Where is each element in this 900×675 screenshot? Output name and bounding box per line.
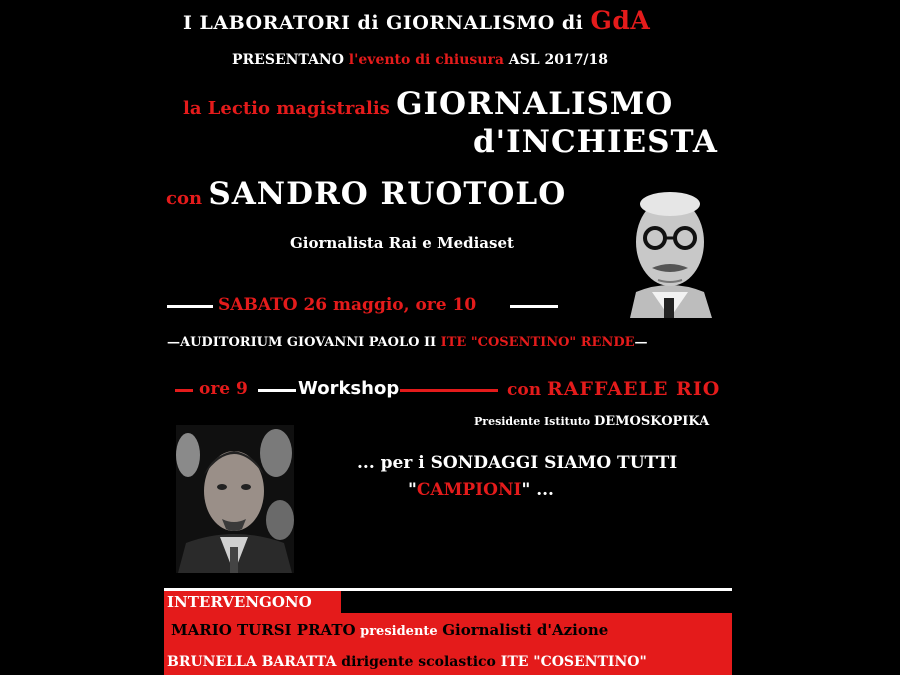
- tagline-quote-open: ": [408, 480, 417, 500]
- guest-role: Presidente Istituto: [474, 415, 594, 428]
- tagline-campioni: CAMPIONI: [416, 480, 522, 500]
- date-line-left: [167, 305, 213, 308]
- workshop-con: con: [507, 380, 547, 400]
- guest-role-line: [474, 410, 709, 429]
- organizer-text: I LABORATORI di GIORNALISMO di: [183, 12, 591, 34]
- workshop-label: Workshop: [298, 378, 400, 399]
- venue-dash-left: —: [167, 335, 180, 350]
- speaker-role: Giornalista Rai e Mediaset: [290, 234, 514, 252]
- event-date: SABATO 26 maggio, ore 10: [218, 295, 477, 315]
- intervento-org-1: Giornalisti d'Azione: [442, 621, 609, 639]
- gda-logo-text: GdA: [590, 6, 651, 35]
- intervento-name-2: BRUNELLA BARATTA: [167, 654, 337, 670]
- speaker-name: SANDRO RUOTOLO: [208, 176, 567, 212]
- intervento-role-1: presidente: [355, 624, 443, 639]
- workshop-line-c: [400, 389, 498, 392]
- workshop-guest: RAFFAELE RIO: [546, 378, 721, 400]
- lectio-title-2: d'INCHIESTA: [473, 124, 718, 160]
- intervento-org-2: ITE "COSENTINO": [500, 654, 647, 670]
- workshop-line-a: [175, 389, 193, 392]
- intervento-role-2: dirigente scolastico: [336, 654, 501, 670]
- guest-institute: DEMOSKOPIKA: [593, 414, 710, 429]
- tagline-line-1: ... per i SONDAGGI SIAMO TUTTI: [357, 453, 678, 473]
- tagline-quote-close: " ...: [521, 480, 554, 500]
- speaker-line: [166, 176, 566, 212]
- workshop-time: ore 9: [199, 379, 248, 399]
- presents-text: PRESENTANO: [232, 52, 349, 68]
- venue-auditorium: AUDITORIUM GIOVANNI PAOLO II: [180, 335, 441, 350]
- intervento-row-1: [171, 621, 608, 639]
- venue-school: ITE "COSENTINO" RENDE: [440, 335, 635, 350]
- workshop-guest-line: [507, 378, 720, 400]
- lectio-title-1: GIORNALISMO: [396, 86, 674, 122]
- lectio-prefix: la Lectio magistralis: [183, 98, 397, 119]
- presents-line: [232, 52, 608, 68]
- organizer-line: [183, 6, 650, 35]
- intervento-row-2: [167, 654, 647, 670]
- intervengono-heading: INTERVENGONO: [167, 593, 312, 611]
- speaker-photo: [622, 180, 718, 318]
- closing-event-text: l'evento di chiusura: [348, 52, 504, 68]
- lectio-line: [183, 86, 673, 122]
- venue-line: [167, 335, 648, 350]
- date-line-right: [510, 305, 558, 308]
- guest-photo: [176, 425, 294, 573]
- speaker-con: con: [166, 188, 209, 209]
- intervento-name-1: MARIO TURSI PRATO: [171, 621, 356, 639]
- venue-dash-right: —: [634, 335, 648, 350]
- asl-year-text: ASL 2017/18: [503, 52, 609, 68]
- tagline-line-2: [408, 480, 554, 500]
- workshop-line-b: [258, 389, 296, 392]
